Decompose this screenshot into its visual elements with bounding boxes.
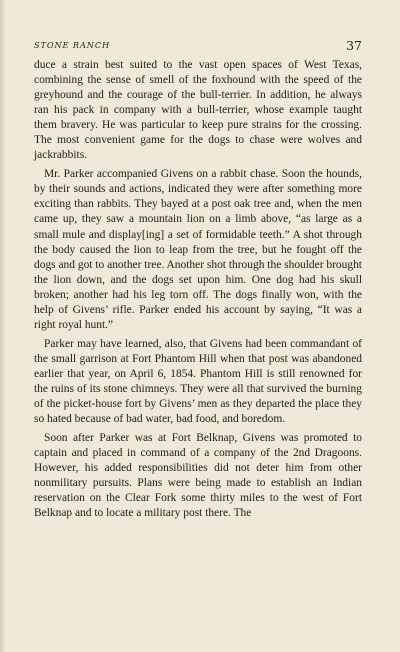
page-header [34, 38, 362, 54]
paragraph: duce a strain best suited to the vast open spaces of West Texas, combining the sense of smell of the foxhound with the speed of the greyhound and the courage of the bull-terrier. In addition, he always ran his pack in company with a bull-terrier, whose example taught them bravery. He was particular to keep pure strains for the crossing. The most convenient game for the dogs to chase were wolves and jackrabbits. [34, 59, 362, 162]
paragraph: Soon after Parker was at Fort Belknap, Givens was promoted to captain and placed in command of a company of the 2nd Dragoons. However, his added responsibilities did not deter him from other nonmilitary pursuits. Plans were being made to establish an Indian reservation on the Clear Fork some thirty miles to the west of Fort Belknap and to locate a military post there. The [34, 432, 362, 520]
page-number: 37 [346, 38, 362, 53]
running-head: STONE RANCH [34, 40, 111, 50]
paragraph: Mr. Parker accompanied Givens on a rabbit chase. Soon the hounds, by their sounds and actions, indicated they were after something more exciting than rabbits. They bayed at a post oak tree and, when the men came up, they saw a mountain lion on a limb above, “as large as a small mule and display[ing] a set of formidable teeth.” A shot through the body caused the lion to leap from the tree, but he fought off the dogs and got to another tree. Another shot through the shoulder brought the lion down, and the dogs set upon him. One dog had his skull broken; another had his leg torn off. The dogs finally won, with the help of Givens’ rifle. Parker ended his account by saying, “It was a right royal hunt.” [34, 168, 362, 331]
paragraph: Parker may have learned, also, that Givens had been commandant of the small garrison at Fort Phantom Hill when that post was abandoned earlier that year, on April 6, 1854. Phantom Hill is still renowned for the ruins of its stone chimneys. They were all that survived the burning of the picket-house fort by Givens’ men as they departed the place they so hated because of bad water, bad food, and boredom. [34, 337, 362, 426]
body-text [34, 58, 362, 525]
